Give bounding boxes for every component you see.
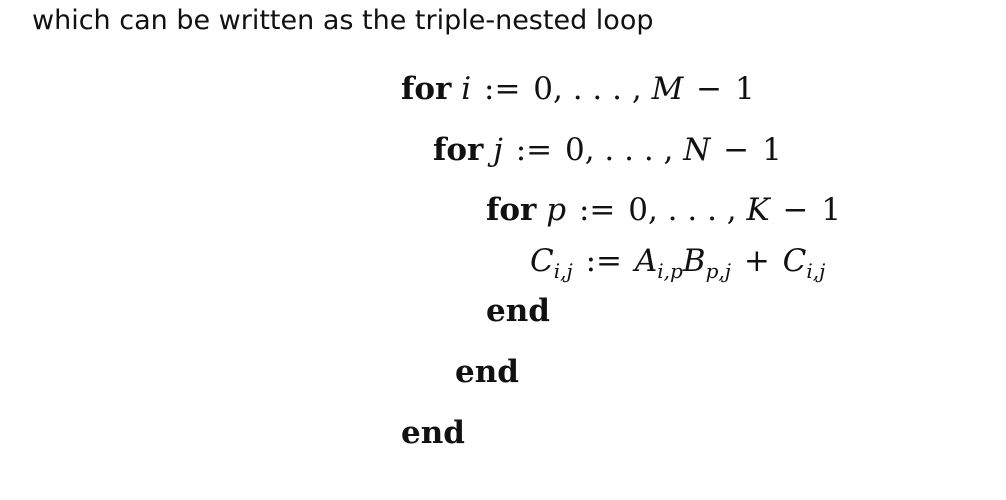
b-subscript: p,j <box>705 259 731 283</box>
a-subscript: i,p <box>657 259 683 283</box>
loop-variable: j <box>493 132 503 168</box>
for-keyword: for <box>433 132 484 168</box>
b-symbol: B <box>682 243 706 279</box>
assign-operator: := <box>578 192 616 228</box>
range-one: 1 <box>735 71 755 107</box>
range-limit: K <box>746 192 770 228</box>
lhs-subscript: i,j <box>553 259 573 283</box>
c-symbol: C <box>782 243 807 279</box>
minus-operator: − <box>782 192 809 228</box>
plus-operator: + <box>743 243 770 279</box>
range-start: 0, . . . , <box>564 132 674 168</box>
for-keyword: for <box>486 192 537 228</box>
assign-operator: := <box>585 243 622 279</box>
loop-variable: p <box>546 192 567 228</box>
loop-line-j <box>433 130 782 170</box>
loop-line-p <box>486 190 841 230</box>
range-start: 0, . . . , <box>533 71 642 107</box>
end-keyword-p: end <box>486 293 550 329</box>
assign-operator: := <box>484 71 521 107</box>
for-keyword: for <box>401 71 452 107</box>
range-one: 1 <box>762 132 782 168</box>
a-symbol: A <box>634 243 658 279</box>
loop-line-i <box>401 69 755 109</box>
range-limit: N <box>683 132 711 168</box>
minus-operator: − <box>696 71 723 107</box>
intro-text: which can be written as the triple-nested loop <box>32 5 654 36</box>
range-start: 0, . . . , <box>628 192 737 228</box>
range-one: 1 <box>821 192 842 228</box>
end-keyword-j: end <box>455 354 519 390</box>
c-subscript: i,j <box>806 259 826 283</box>
assign-operator: := <box>515 132 553 168</box>
end-keyword-i: end <box>401 415 465 451</box>
minus-operator: − <box>723 132 750 168</box>
loop-variable: i <box>461 71 472 107</box>
loop-body-statement <box>530 241 825 281</box>
lhs-symbol: C <box>530 243 554 279</box>
range-limit: M <box>651 71 684 107</box>
